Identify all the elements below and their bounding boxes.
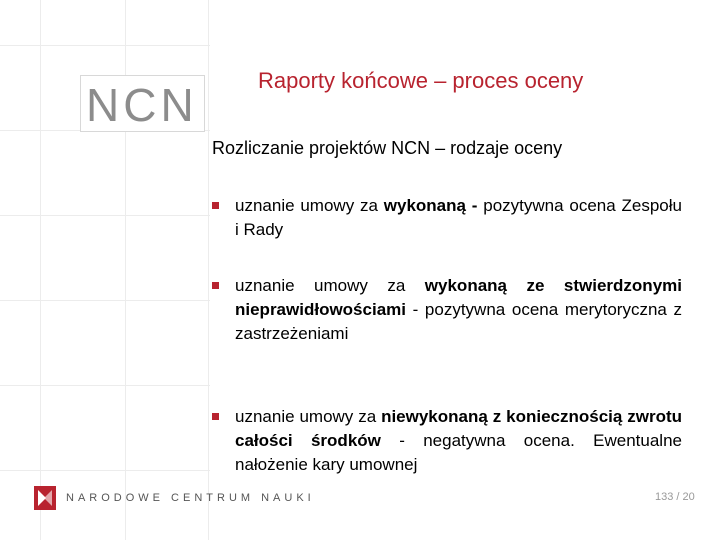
grid-line [0, 300, 210, 301]
grid-line [0, 45, 210, 46]
grid-line [0, 385, 210, 386]
bullet-item [212, 405, 682, 477]
bullet-text: uznanie umowy za wykonaną - pozytywna ocena Zespołu i Rady [235, 196, 682, 239]
grid-line [208, 0, 209, 540]
ncn-emblem-icon [34, 486, 56, 510]
bullet-square-icon [212, 282, 219, 289]
bullet-item [212, 274, 682, 346]
footer-org-name: NARODOWE CENTRUM NAUKI [66, 492, 315, 504]
ncn-logo: NCN [86, 79, 198, 131]
bullet-square-icon [212, 413, 219, 420]
slide-subtitle: Rozliczanie projektów NCN – rodzaje oceny [212, 138, 563, 158]
grid-line [40, 0, 41, 540]
slide-title: Raporty końcowe – proces oceny [258, 68, 584, 93]
grid-line [0, 470, 210, 471]
bullet-item [212, 194, 682, 242]
bullet-text: uznanie umowy za wykonaną ze stwierdzonymi nieprawidłowościami - pozytywna ocena merytoryczna z zastrzeżeniami [235, 276, 682, 343]
page-number: 133 / 20 [655, 491, 695, 503]
grid-line [0, 215, 210, 216]
bullet-square-icon [212, 202, 219, 209]
bullet-text: uznanie umowy za niewykonaną z koniecznością zwrotu całości środków - negatywna ocena. Ewentualne nałożenie kary umownej [235, 407, 682, 474]
